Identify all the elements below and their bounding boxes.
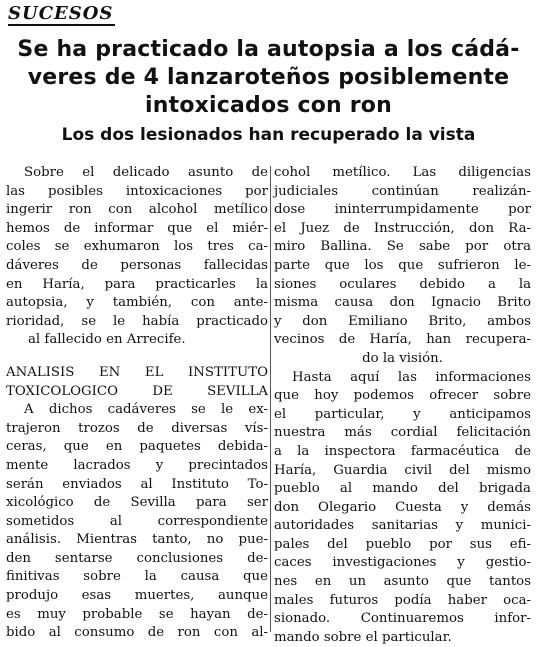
text-line: en Haría, para practicarles la xyxy=(6,276,268,292)
column-divider xyxy=(270,166,271,632)
right-paragraph-1 xyxy=(274,164,531,369)
text-line: que hoy podemos ofrecer sobre xyxy=(274,388,531,404)
text-line: do la visión. xyxy=(362,350,443,366)
text-line: bido al consumo de ron con al- xyxy=(6,625,268,641)
text-line: parte que los que sufrieron le- xyxy=(274,257,531,273)
text-line: autoridades sanitarias y munici- xyxy=(274,518,531,534)
left-paragraph-1 xyxy=(6,164,268,350)
text-line: análisis. Mientras tanto, no pue- xyxy=(6,532,268,548)
text-line: dose ininterrumpidamente por xyxy=(274,202,531,218)
text-line: nes en un asunto que tantos xyxy=(274,574,531,590)
text-line: autopsia, y también, con ante- xyxy=(6,295,268,311)
text-line: hemos de informar que el miér- xyxy=(6,220,268,236)
text-line: y don Emiliano Brito, ambos xyxy=(274,313,531,329)
text-line: ceras, que en paquetes debida- xyxy=(6,439,268,455)
text-line: sionado. Continuaremos infor- xyxy=(274,611,531,627)
text-line: serán enviados al Instituto To- xyxy=(6,476,268,492)
text-line: vecinos de Haría, han recupera- xyxy=(274,332,531,348)
text-line: males futuros podía haber oca- xyxy=(274,592,531,608)
headline-line: veres de 4 lanzaroteños posiblemente xyxy=(27,65,510,90)
section-subtitle xyxy=(6,364,268,401)
text-line: rioridad, se le había practicado xyxy=(6,313,268,329)
subheadline: Los dos lesionados han recuperado la vista xyxy=(61,125,476,145)
text-line: dáveres de personas fallecidas xyxy=(6,257,268,273)
subtitle-line: ANALISIS EN EL INSTITUTO xyxy=(6,364,268,380)
text-line: A dichos cadáveres se le ex- xyxy=(24,402,268,418)
text-line: mente lacrados y precintados xyxy=(6,457,268,473)
text-line: finitivas sobre la causa que xyxy=(6,569,268,585)
text-line: xicológico de Sevilla para ser xyxy=(6,495,268,511)
text-line: a la inspectora farmacéutica de xyxy=(274,443,531,459)
text-line: caces investigaciones y gestio- xyxy=(274,555,531,571)
text-line: ingerir ron con alcohol metílico xyxy=(6,202,268,218)
text-line: trajeron trozos de diversas vís- xyxy=(6,420,268,436)
text-line: misma causa don Ignacio Brito xyxy=(274,295,531,311)
text-line: siones oculares debido a la xyxy=(274,276,531,292)
text-line: al fallecido en Arrecife. xyxy=(28,332,186,348)
text-line: nuestra más cordial felicitación xyxy=(274,425,531,441)
text-line: mando sobre el particular. xyxy=(274,629,452,645)
text-line: den sentarse conclusiones de- xyxy=(6,550,268,566)
subtitle-line: TOXICOLOGICO DE SEVILLA xyxy=(6,383,268,399)
text-line: pales del pueblo por sus efi- xyxy=(274,536,531,552)
text-line: cohol metílico. Las diligencias xyxy=(274,165,531,180)
text-line: las posibles intoxicaciones por xyxy=(6,183,268,199)
text-line: coles se exhumaron los tres ca- xyxy=(6,239,268,255)
right-paragraph-2 xyxy=(274,369,531,647)
text-line: Haría, Guardia civil del mismo xyxy=(274,462,531,478)
right-column xyxy=(274,164,531,647)
section-label: SUCESOS xyxy=(8,3,114,24)
text-line: Sobre el delicado asunto de xyxy=(24,165,268,180)
text-line: Hasta aquí las informaciones xyxy=(292,369,531,385)
text-line: es muy probable se hayan de- xyxy=(6,606,268,622)
headline-line: Se ha practicado la autopsia a los cádá- xyxy=(17,37,520,62)
text-line: miro Ballina. Se sabe por otra xyxy=(274,239,531,255)
text-line: don Olegario Cuesta y demás xyxy=(274,499,531,515)
left-paragraph-2 xyxy=(6,401,268,643)
left-column xyxy=(6,164,268,643)
text-line: pueblo al mando del brigada xyxy=(274,481,531,497)
text-line: judiciales continúan realizán- xyxy=(274,183,531,199)
headline xyxy=(4,36,533,120)
text-line: produjo esas muertes, aunque xyxy=(6,588,268,604)
text-line: el Juez de Instrucción, don Ra- xyxy=(274,220,531,236)
headline-line: intoxicados con ron xyxy=(145,93,392,118)
text-line: el particular, y anticipamos xyxy=(274,406,531,422)
text-line: sometidos al correspondiente xyxy=(6,513,268,529)
